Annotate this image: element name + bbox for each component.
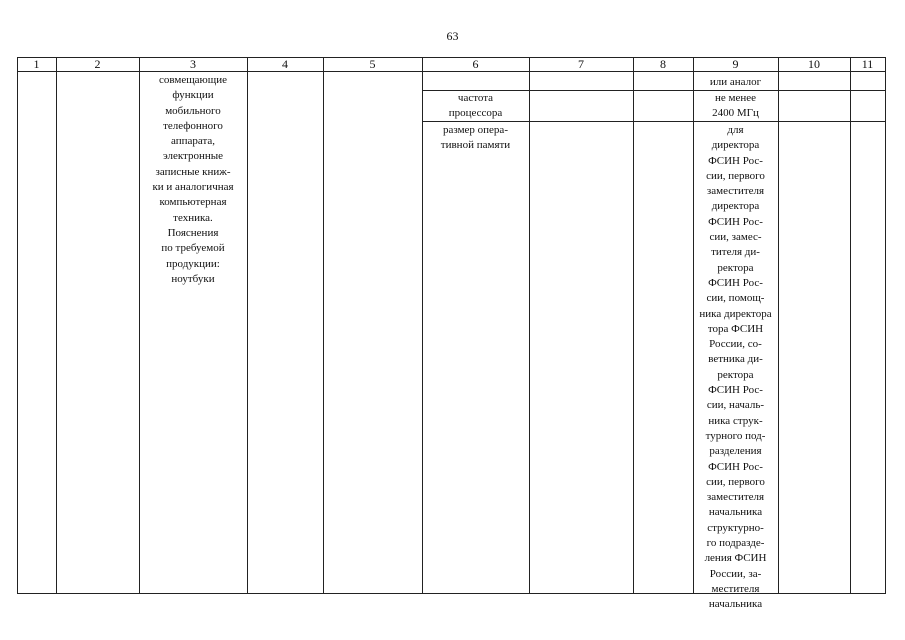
column-header-6: 6 [472,57,479,71]
description-line: продукции: [166,257,220,270]
description-line: компьютерная [159,196,227,209]
value-line: сии, первого [706,475,765,488]
value-line: ника струк- [708,414,763,427]
value-line: ника директора [699,307,772,320]
value-line: структурно- [707,521,764,534]
value-line: для [727,124,744,136]
specification-table [17,57,886,611]
value-line: тора ФСИН [707,322,764,335]
description-line: мобильного [165,104,221,117]
column-divider [850,57,851,594]
characteristic-line: частота [457,92,494,104]
value-line: сии, началь- [706,399,765,412]
column-header-10: 10 [808,57,820,71]
value-line: разделения [709,445,762,458]
value-line: начальника [708,506,763,519]
value-line: турного под- [705,429,766,442]
column-divider [56,57,57,594]
column-divider [323,57,324,594]
value-line: ФСИН Рос- [708,384,763,397]
value-line: заместителя [706,185,765,198]
value-line: или аналог [709,76,762,88]
description-line: техника. [173,211,213,224]
description-line: ноутбуки [171,272,215,285]
value-line: не менее [714,92,756,104]
value-line: ФСИН Рос- [708,154,763,167]
table-border-left [17,57,18,594]
column-header-2: 2 [94,57,101,71]
value-line: 2400 МГц [712,107,759,120]
characteristic-line: процессора [448,107,503,120]
page-number: 63 [446,29,459,43]
value-line: заместителя [706,491,765,504]
header-row-divider [17,71,886,72]
value-line: России, за- [709,567,762,580]
characteristic-processor-frequency [422,91,529,122]
value-line: ректора [717,261,754,274]
description-line: записные книж- [155,165,231,178]
value-line: сии, замес- [709,231,762,244]
value-line: сии, первого [706,169,765,182]
column-header-11: 11 [861,57,874,71]
product-description [139,73,247,287]
description-line: электронные [162,150,224,163]
value-line: ректора [717,368,754,381]
value-line: ФСИН Рос- [708,276,763,289]
column-header-5: 5 [369,57,376,71]
value-line: местителя [711,582,760,595]
description-line: по требуемой [161,242,225,255]
value-line: России, со- [709,338,762,351]
description-line: ки и аналогичная [152,181,234,194]
value-line: сии, помощ- [706,292,765,305]
column-header-8: 8 [660,57,666,71]
value-line: тителя ди- [711,246,760,259]
value-or-analog [693,75,778,90]
description-line: Пояснения [167,226,219,239]
column-divider [778,57,779,594]
characteristic-memory-size [422,123,529,154]
characteristic-line: размер опера- [443,124,508,136]
column-header-1: 1 [33,57,40,71]
description-line: телефонного [163,119,223,132]
value-line: ФСИН Рос- [708,215,763,228]
value-line: ветника ди- [708,353,763,366]
value-line: директора [711,200,760,213]
column-divider [529,57,530,594]
column-header-4: 4 [282,57,288,71]
description-line: совмещающие [158,74,228,86]
table-border-right [885,57,886,594]
value-line: ФСИН Рос- [708,460,763,473]
column-header-3: 3 [190,57,196,71]
value-frequency [693,91,778,122]
value-line: начальника [708,598,763,611]
value-line: директора [711,139,760,152]
value-positions [693,123,778,613]
description-line: функции [172,89,214,102]
column-header-9: 9 [732,57,739,71]
column-divider [633,57,634,594]
column-divider [247,57,248,594]
characteristic-line: тивной памяти [440,139,511,152]
value-line: го подразде- [706,537,765,550]
value-line: ления ФСИН [704,552,767,565]
column-header-7: 7 [578,57,584,71]
description-line: аппарата, [170,135,216,148]
